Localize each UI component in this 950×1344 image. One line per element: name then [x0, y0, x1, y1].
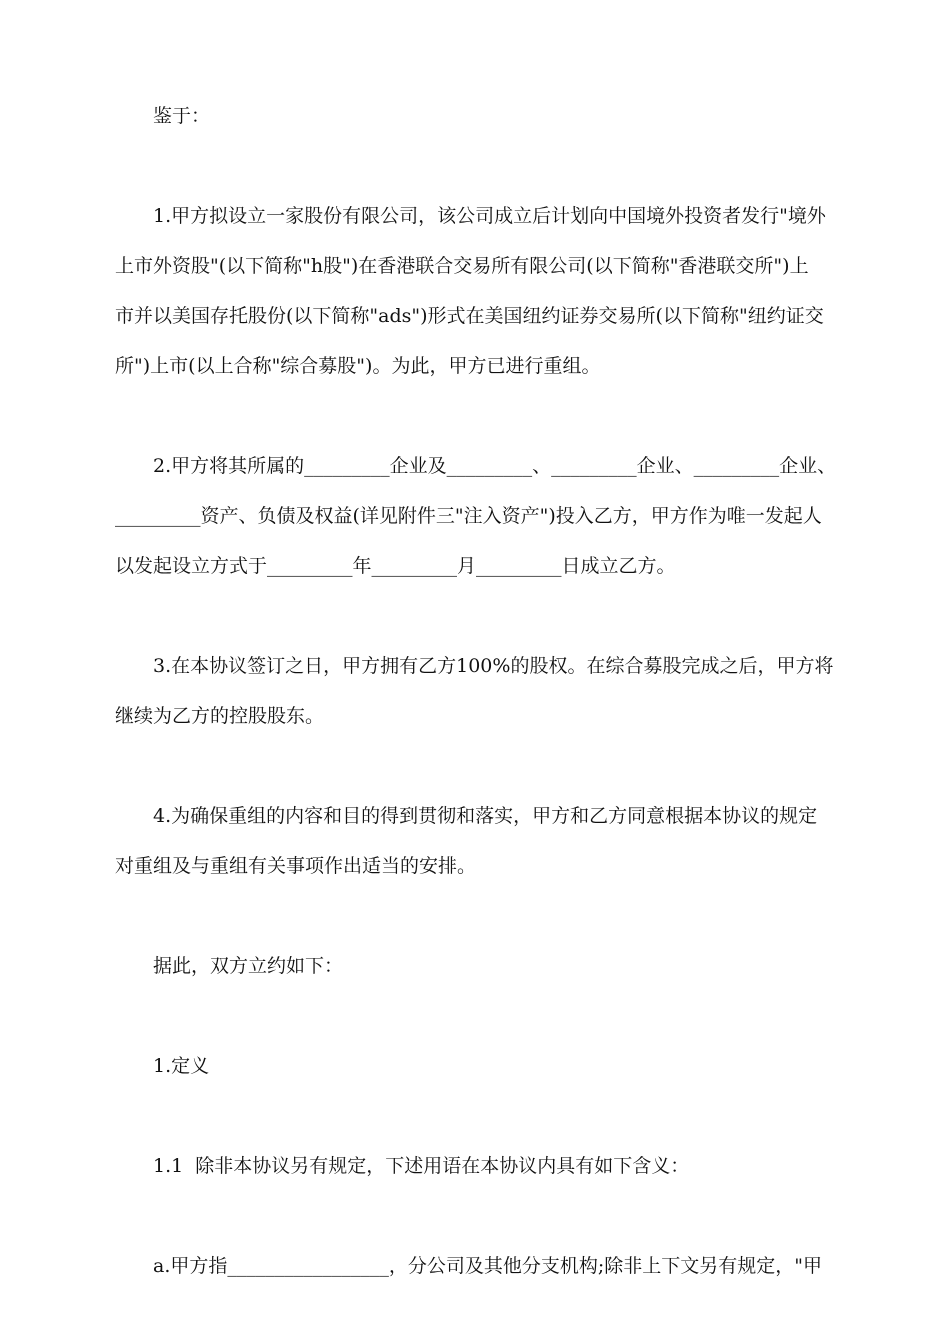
paragraph-1-line-4: 所")上市(以上合称"综合募股")。为此，甲方已进行重组。 [115, 355, 601, 377]
section-1-1-text: 1.1 除非本协议另有规定，下述用语在本协议内具有如下含义： [153, 1155, 690, 1177]
paragraph-1-line-2: 上市外资股"(以下简称"h股")在香港联合交易所有限公司(以下简称"香港联交所")上 [115, 255, 809, 277]
paragraph-4-line-2: 对重组及与重组有关事项作出适当的安排。 [115, 855, 477, 877]
definition-item-a: a.甲方指_________________，分公司及其他分支机构;除非上下文另有规定，"甲 [153, 1255, 823, 1277]
paragraph-1-line-1: 1.甲方拟设立一家股份有限公司，该公司成立后计划向中国境外投资者发行"境外 [153, 205, 826, 227]
paragraph-2-line-3: 以发起设立方式于_________年_________月_________日成立乙方。 [115, 555, 676, 577]
section-1-title: 1.定义 [153, 1055, 210, 1077]
intro-text: 鉴于： [153, 105, 211, 127]
paragraph-2-line-2: _________资产、负债及权益(详见附件三"注入资产")投入乙方，甲方作为唯一发起人 [115, 505, 822, 527]
paragraph-4-line-1: 4.为确保重组的内容和目的得到贯彻和落实，甲方和乙方同意根据本协议的规定 [153, 805, 818, 827]
paragraph-1-line-3: 市并以美国存托股份(以下简称"ads")形式在美国纽约证券交易所(以下简称"纽约证交 [115, 305, 824, 327]
paragraph-3-line-1: 3.在本协议签订之日，甲方拥有乙方100%的股权。在综合募股完成之后，甲方将 [153, 655, 834, 677]
agreement-text: 据此，双方立约如下： [153, 955, 344, 977]
paragraph-3-line-2: 继续为乙方的控股股东。 [115, 705, 325, 727]
paragraph-2-line-1: 2.甲方将其所属的_________企业及_________、_________企业、_________企业、 [153, 455, 837, 477]
